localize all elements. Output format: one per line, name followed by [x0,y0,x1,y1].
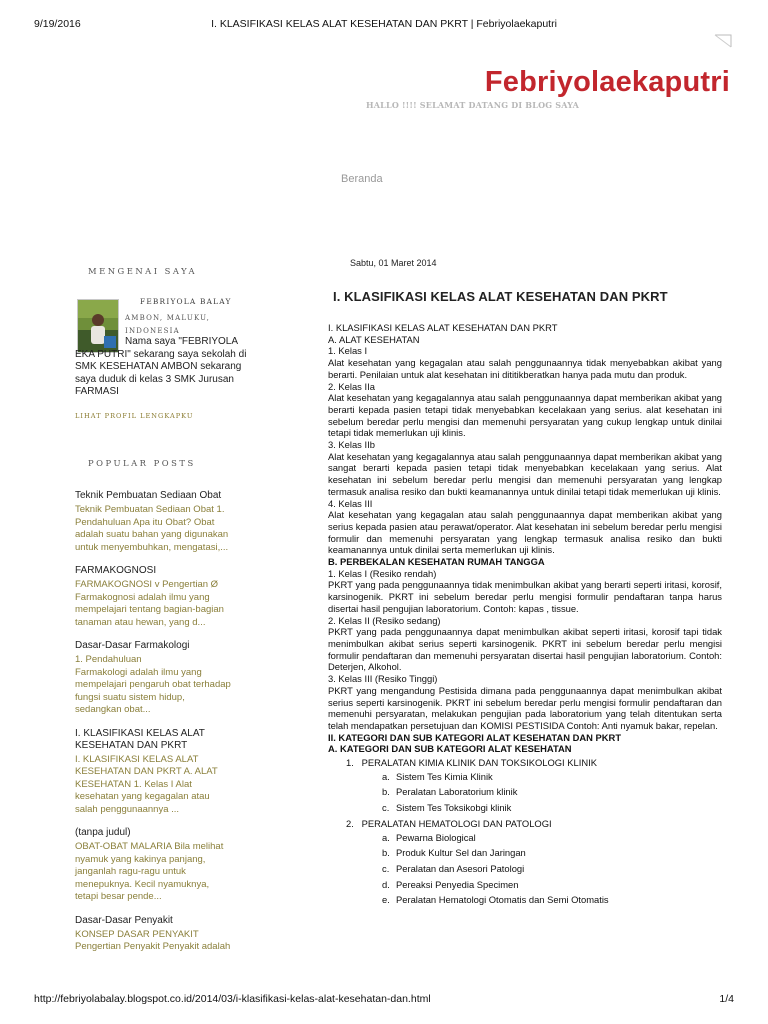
post-paragraph: 1. Kelas I (Resiko rendah) [328,567,437,579]
nav-home-link[interactable]: Beranda [341,173,383,185]
subcategory-item [382,847,722,859]
subcategory-marker: e. [382,894,390,906]
subcategory-item [382,786,722,798]
popular-post-snippet: FARMAKOGNOSI v Pengertian Ø Farmakognosi adalah ilmu yang mempelajari tentang bagian-bagian tanaman atau hewan, yang d... [75,579,224,628]
subcategory-marker: b. [382,847,390,859]
subcategory-text: Peralatan Hematologi Otomatis dan Semi Otomatis [396,894,609,906]
print-page-title: I. KLASIFIKASI KELAS ALAT KESEHATAN DAN PKRT | Febriyolaekaputri [211,18,557,30]
post-paragraph: Alat kesehatan yang kegagalan atau salah penggunaannya tidak menyebabkan akibat yang berarti. Penilaian untuk alat kesehatan ini dititikberatkan hanya pada mutu dan produk. [328,357,722,380]
subcategory-text: Sistem Tes Toksikobgi klinik [396,802,512,814]
profile-bio-text: Nama saya "FEBRIYOLA EKA PUTRI" sekarang saya sekolah di SMK KESEHATAN AMBON sekarang saya duduk di kelas 3 SMK Jurusan FARMASI [75,336,247,397]
post-paragraph: A. KATEGORI DAN SUB KATEGORI ALAT KESEHATAN [328,743,572,755]
post-paragraph: Alat kesehatan yang kegagalan atau salah penggunaannya dapat memberikan akibat yang serius kepada pasien atau perawat/operator. Alat kesehatan ini sebelum beredar perlu mengisi formulir dan memenuhi persyaratan yang lengkap termasuk analisa resiko dan bukti keamanannya untuk dinilai serta memerlukan uji klinis. [328,509,722,556]
category-label: 2. PERALATAN HEMATOLOGI DAN PATOLOGI [346,817,552,829]
post-paragraph: II. KATEGORI DAN SUB KATEGORI ALAT KESEHATAN DAN PKRT [328,731,622,743]
post-paragraph: 4. Kelas III [328,497,373,509]
subcategory-marker: a. [382,831,390,843]
popular-post-title-link[interactable]: Dasar-Dasar Penyakit [75,914,173,926]
category-item [346,757,722,814]
popular-post-title-link[interactable]: I. KLASIFIKASI KELAS ALAT KESEHATAN DAN PKRT [75,727,205,751]
subcategory-item [382,832,722,844]
profile-location: AMBON, MALUKU, INDONESIA [125,314,211,335]
print-page-number: 1/4 [719,993,734,1005]
popular-post-title-link[interactable]: (tanpa judul) [75,827,131,838]
subcategory-marker: c. [382,802,390,814]
subcategory-list [382,771,722,814]
popular-post-snippet: OBAT-OBAT MALARIA Bila melihat nyamuk yang kakinya panjang, janganlah ragu-ragu untuk menepuknya. Kecil nyamuknya, tetapi besar pende... [75,841,224,902]
post-paragraph: Alat kesehatan yang kegagalannya atau salah penggunaannya dapat memberikan akibat yang berarti kepada pasien tetapi tidak menyebabkan kecelakaan yang serius. alat kesehatan ini sebelum beredar perlu mengisi dan memenuhi persyaratan yang cukup lengkap untuk dinilai tetapi tidak memerlukan uji klinis. [328,392,722,439]
subcategory-item [382,894,722,906]
print-footer [0,993,768,1007]
post-heading: I. KLASIFIKASI KELAS ALAT KESEHATAN DAN PKRT [333,289,668,304]
subcategory-item [382,802,722,814]
popular-posts-title: POPULAR POSTS [88,458,196,468]
print-header [0,18,768,32]
popular-posts-list [75,490,245,965]
subcategory-text: Produk Kultur Sel dan Jaringan [396,847,526,859]
popular-post-item [75,915,245,954]
popular-post-snippet: I. KLASIFIKASI KELAS ALAT KESEHATAN DAN PKRT A. ALAT KESEHATAN 1. Kelas I Alat kesehatan yang kegagalan atau salah penggunaannya ... [75,753,218,815]
about-widget-title: MENGENAI SAYA [88,266,198,276]
profile-name: FEBRIYOLA BALAY [140,297,232,306]
popular-post-snippet: Teknik Pembuatan Sediaan Obat 1. Pendahuluan Apa itu Obat? Obat adalah suatu bahan yang digunakan untuk menyembuhkan, mengatasi,... [75,504,229,553]
popular-post-item [75,640,245,717]
subcategory-text: Sistem Tes Kimia Klinik [396,770,493,782]
post-paragraph: I. KLASIFIKASI KELAS ALAT KESEHATAN DAN PKRT [328,322,558,333]
popular-post-item [75,565,245,629]
category-list [346,757,722,906]
profile-bio [75,336,250,399]
subcategory-marker: d. [382,878,390,890]
popular-post-title-link[interactable]: Teknik Pembuatan Sediaan Obat [75,490,222,501]
popular-post-snippet: KONSEP DASAR PENYAKIT Pengertian Penyakit Penyakit adalah [75,928,231,952]
subcategory-marker: a. [382,770,390,782]
post-paragraph: PKRT yang pada penggunaannya dapat menimbulkan akibat seperti iritasi, korosif tapi tidak menimbulkan akibat serius seperti karsinogenik. PKRT ini sebelum beredar perlu mengisi formulir pendaftaran dan memenuhi persyaratan disertai hasil pengujian laboratorium. Contoh: Deterjen, Alkohol. [328,626,722,673]
subcategory-text: Pewarna Biological [396,831,476,843]
popular-post-item [75,490,245,554]
subcategory-text: Peralatan dan Asesori Patologi [396,862,525,874]
blog-description: HALLO !!!! SELAMAT DATANG DI BLOG SAYA [366,100,580,110]
post-paragraph: B. PERBEKALAN KESEHATAN RUMAH TANGGA [328,556,545,568]
post-paragraph: Alat kesehatan yang kegagalannya atau salah penggunaannya dapat memberikan akibat yang sangat berarti kepada pasien tetapi tidak menyebabkan kecelakaan yang serius. Alat kesehatan ini sebelum beredar perlu mengisi dan memenuhi persyaratan yang lengkap termasuk analisa resiko dan bukti keamanannya untuk dinilai tetapi tidak memerlukan uji klinis. [328,450,722,497]
subcategory-text: Peralatan Laboratorium klinik [396,786,518,798]
print-url: http://febriyolabalay.blogspot.co.id/2014/03/i-klasifikasi-kelas-alat-kesehatan-dan.html [34,993,431,1005]
post-paragraph: 2. Kelas IIa [328,380,375,392]
post-paragraph: A. ALAT KESEHATAN [328,333,420,345]
popular-post-snippet: 1. Pendahuluan Farmakologi adalah ilmu yang mempelajari pengaruh obat terhadap fungsi suatu sistem hidup, sedangkan obat... [75,654,231,715]
subcategory-item [382,771,722,783]
subcategory-list [382,832,722,907]
print-date: 9/19/2016 [34,18,81,30]
post-paragraph: 1. Kelas I [328,345,368,357]
popular-post-title-link[interactable]: Dasar-Dasar Farmakologi [75,640,190,651]
subcategory-marker: b. [382,786,390,798]
popular-post-title-link[interactable]: FARMAKOGNOSI [75,565,157,576]
post-paragraph: PKRT yang pada penggunaannya tidak menimbulkan akibat yang berarti seperti iritasi, korosif, karsinogenik. PKRT ini sebelum beredar perlu mengisi formulir pendaftaran tanpa harus disertai hasil pengujian laboratorium. Contoh: kapas , tissue. [328,579,722,614]
post-date: Sabtu, 01 Maret 2014 [350,258,437,268]
category-label: 1. PERALATAN KIMIA KLINIK DAN TOKSIKOLOGI KLINIK [346,757,597,769]
post-paragraph: 3. Kelas IIb [328,439,375,451]
corner-fold-icon [714,34,732,48]
subcategory-item [382,863,722,875]
subcategory-marker: c. [382,862,390,874]
popular-post-item [75,728,245,817]
category-item [346,818,722,906]
blog-title-link[interactable]: Febriyolaekaputri [484,66,730,98]
post-paragraph: 3. Kelas III (Resiko Tinggi) [328,673,438,685]
subcategory-text: Pereaksi Penyedia Specimen [396,878,519,890]
popular-post-item [75,827,245,904]
subcategory-item [382,879,722,891]
post-paragraph: PKRT yang mengandung Pestisida dimana pada penggunaannya dapat menimbulkan akibat serius seperti karsinogenik. PKRT ini sebelum beredar perlu mengisi formulir pendaftaran dan memenuhi persyaratan, melakukan pengujian pada laboratorium yang telah ditentukan serta telah mendapatkan persetujuan dan KOMISI PESTISIDA Contoh: Anti nyamuk bakar, repelan. [328,684,722,731]
post-paragraph: 2. Kelas II (Resiko sedang) [328,614,441,626]
view-full-profile-link[interactable]: LIHAT PROFIL LENGKAPKU [75,412,194,420]
post-body [328,322,722,910]
